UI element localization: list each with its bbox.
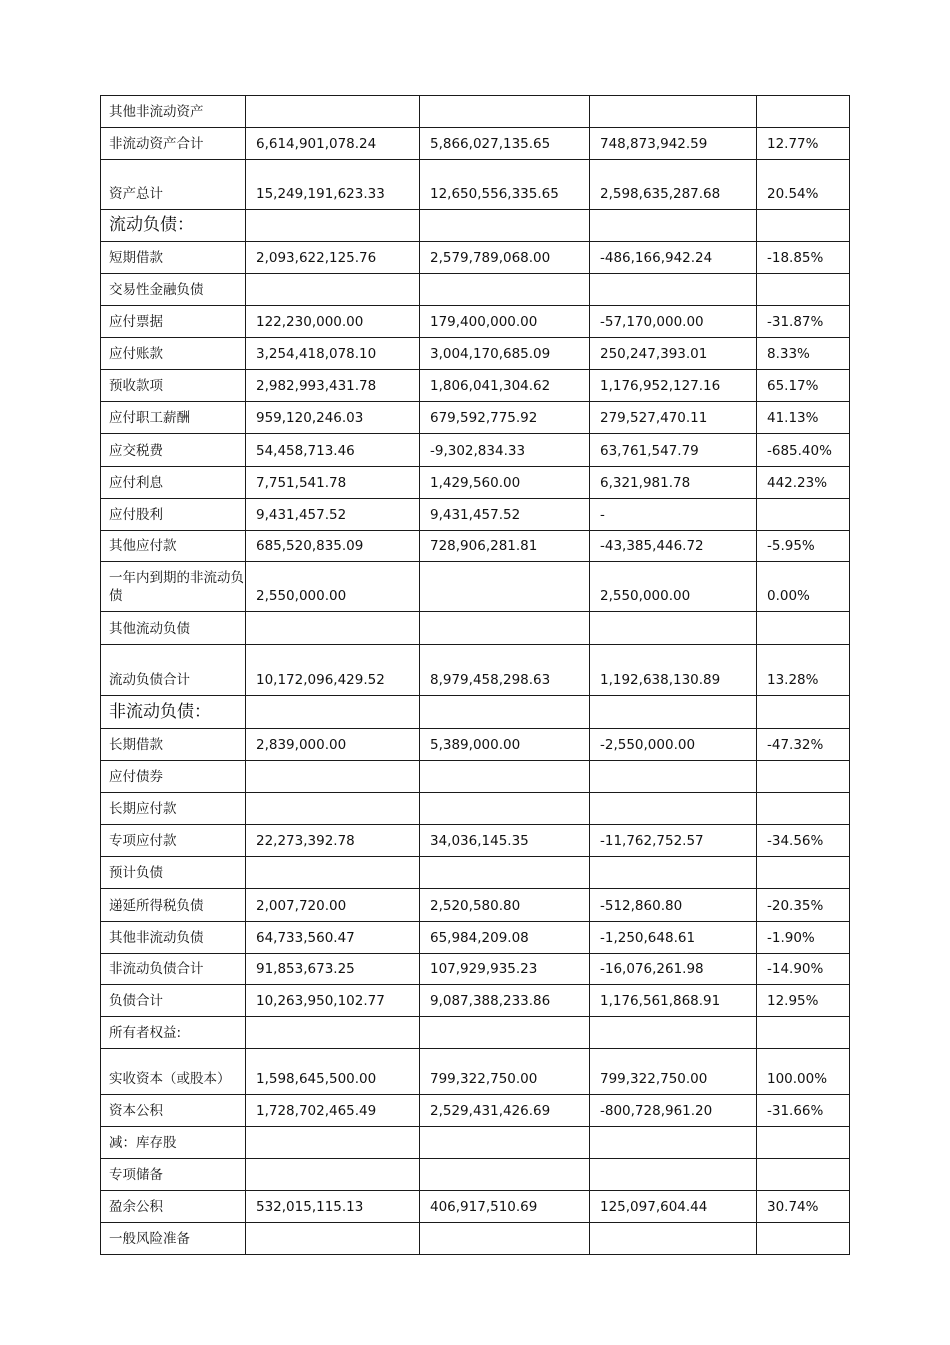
prior-period-cell — [420, 1017, 590, 1049]
prior-period-cell — [420, 612, 590, 645]
change-rate-cell: -685.40% — [757, 434, 850, 467]
current-period-cell: 10,263,950,102.77 — [246, 985, 420, 1017]
change-amount-cell — [590, 210, 757, 242]
change-rate-cell — [757, 274, 850, 306]
change-amount-cell: - — [590, 499, 757, 531]
change-rate-cell: -14.90% — [757, 954, 850, 985]
change-rate-cell: -18.85% — [757, 242, 850, 274]
row-label: 应付股利 — [101, 499, 246, 531]
row-label: 其他应付款 — [101, 531, 246, 562]
change-amount-cell: 748,873,942.59 — [590, 128, 757, 160]
prior-period-cell: 12,650,556,335.65 — [420, 160, 590, 210]
row-label: 其他非流动负债 — [101, 922, 246, 954]
section-header-row — [101, 210, 850, 242]
current-period-cell: 1,728,702,465.49 — [246, 1095, 420, 1127]
row-label: 预计负债 — [101, 857, 246, 889]
change-amount-cell: -800,728,961.20 — [590, 1095, 757, 1127]
current-period-cell — [246, 612, 420, 645]
row-label: 专项应付款 — [101, 825, 246, 857]
prior-period-cell: 1,429,560.00 — [420, 467, 590, 499]
change-amount-cell — [590, 96, 757, 128]
prior-period-cell — [420, 857, 590, 889]
change-rate-cell: -31.87% — [757, 306, 850, 338]
table-row — [101, 96, 850, 128]
table-row — [101, 922, 850, 954]
change-amount-cell — [590, 1159, 757, 1191]
current-period-cell: 1,598,645,500.00 — [246, 1049, 420, 1095]
table-row — [101, 467, 850, 499]
change-amount-cell: -2,550,000.00 — [590, 729, 757, 761]
table-row — [101, 1127, 850, 1159]
current-period-cell: 15,249,191,623.33 — [246, 160, 420, 210]
change-amount-cell: 250,247,393.01 — [590, 338, 757, 370]
change-rate-cell — [757, 612, 850, 645]
balance-sheet-body — [101, 96, 850, 1255]
change-amount-cell: 63,761,547.79 — [590, 434, 757, 467]
prior-period-cell: 406,917,510.69 — [420, 1191, 590, 1223]
row-label: 应付利息 — [101, 467, 246, 499]
current-period-cell: 532,015,115.13 — [246, 1191, 420, 1223]
change-amount-cell: 279,527,470.11 — [590, 402, 757, 434]
change-amount-cell — [590, 793, 757, 825]
change-amount-cell: 1,176,952,127.16 — [590, 370, 757, 402]
prior-period-cell: 9,431,457.52 — [420, 499, 590, 531]
row-label: 应交税费 — [101, 434, 246, 467]
prior-period-cell: 5,866,027,135.65 — [420, 128, 590, 160]
prior-period-cell: 679,592,775.92 — [420, 402, 590, 434]
prior-period-cell: -9,302,834.33 — [420, 434, 590, 467]
change-amount-cell: -1,250,648.61 — [590, 922, 757, 954]
change-amount-cell — [590, 274, 757, 306]
current-period-cell: 91,853,673.25 — [246, 954, 420, 985]
change-rate-cell: 20.54% — [757, 160, 850, 210]
row-label: 专项储备 — [101, 1159, 246, 1191]
current-period-cell — [246, 1159, 420, 1191]
row-label: 一年内到期的非流动负债 — [101, 562, 246, 612]
row-label: 负债合计 — [101, 985, 246, 1017]
current-period-cell: 10,172,096,429.52 — [246, 645, 420, 696]
change-amount-cell: 1,192,638,130.89 — [590, 645, 757, 696]
table-row — [101, 128, 850, 160]
prior-period-cell: 107,929,935.23 — [420, 954, 590, 985]
change-rate-cell: 13.28% — [757, 645, 850, 696]
row-label: 长期应付款 — [101, 793, 246, 825]
change-rate-cell — [757, 857, 850, 889]
table-row — [101, 160, 850, 210]
change-rate-cell: 12.77% — [757, 128, 850, 160]
current-period-cell: 2,982,993,431.78 — [246, 370, 420, 402]
prior-period-cell — [420, 562, 590, 612]
row-label: 预收款项 — [101, 370, 246, 402]
current-period-cell — [246, 857, 420, 889]
row-label: 长期借款 — [101, 729, 246, 761]
change-rate-cell — [757, 1017, 850, 1049]
prior-period-cell — [420, 1127, 590, 1159]
row-label: 短期借款 — [101, 242, 246, 274]
change-amount-cell: 6,321,981.78 — [590, 467, 757, 499]
current-period-cell: 2,093,622,125.76 — [246, 242, 420, 274]
row-label: 交易性金融负债 — [101, 274, 246, 306]
row-label: 应付账款 — [101, 338, 246, 370]
prior-period-cell — [420, 96, 590, 128]
row-label: 减：库存股 — [101, 1127, 246, 1159]
prior-period-cell: 2,579,789,068.00 — [420, 242, 590, 274]
current-period-cell: 3,254,418,078.10 — [246, 338, 420, 370]
change-rate-cell — [757, 761, 850, 793]
change-amount-cell: 125,097,604.44 — [590, 1191, 757, 1223]
current-period-cell: 959,120,246.03 — [246, 402, 420, 434]
current-period-cell — [246, 1017, 420, 1049]
change-amount-cell — [590, 1127, 757, 1159]
change-amount-cell: -57,170,000.00 — [590, 306, 757, 338]
table-row — [101, 857, 850, 889]
row-label: 资产总计 — [101, 160, 246, 210]
table-row — [101, 1223, 850, 1255]
change-rate-cell: -5.95% — [757, 531, 850, 562]
change-rate-cell: 442.23% — [757, 467, 850, 499]
change-rate-cell: -34.56% — [757, 825, 850, 857]
balance-sheet-table — [100, 95, 850, 1255]
table-row — [101, 1049, 850, 1095]
change-rate-cell — [757, 1223, 850, 1255]
row-label: 流动负债合计 — [101, 645, 246, 696]
current-period-cell — [246, 1127, 420, 1159]
table-row — [101, 242, 850, 274]
change-amount-cell: -486,166,942.24 — [590, 242, 757, 274]
row-label: 流动负债： — [101, 210, 246, 242]
change-rate-cell: -31.66% — [757, 1095, 850, 1127]
table-row — [101, 338, 850, 370]
table-row — [101, 370, 850, 402]
row-label: 应付债券 — [101, 761, 246, 793]
table-row — [101, 274, 850, 306]
prior-period-cell — [420, 1159, 590, 1191]
current-period-cell — [246, 96, 420, 128]
change-rate-cell: 12.95% — [757, 985, 850, 1017]
row-label: 非流动负债： — [101, 696, 246, 729]
change-rate-cell: 65.17% — [757, 370, 850, 402]
change-amount-cell: -16,076,261.98 — [590, 954, 757, 985]
table-row — [101, 954, 850, 985]
table-row — [101, 761, 850, 793]
change-amount-cell: 799,322,750.00 — [590, 1049, 757, 1095]
change-amount-cell: -512,860.80 — [590, 889, 757, 922]
current-period-cell: 64,733,560.47 — [246, 922, 420, 954]
change-amount-cell: 2,550,000.00 — [590, 562, 757, 612]
table-row — [101, 1159, 850, 1191]
row-label: 所有者权益: — [101, 1017, 246, 1049]
section-header-row — [101, 696, 850, 729]
change-rate-cell: 100.00% — [757, 1049, 850, 1095]
prior-period-cell: 2,529,431,426.69 — [420, 1095, 590, 1127]
prior-period-cell: 34,036,145.35 — [420, 825, 590, 857]
row-label: 资本公积 — [101, 1095, 246, 1127]
current-period-cell — [246, 274, 420, 306]
change-amount-cell — [590, 612, 757, 645]
prior-period-cell — [420, 793, 590, 825]
change-amount-cell — [590, 696, 757, 729]
table-row — [101, 612, 850, 645]
change-rate-cell: -20.35% — [757, 889, 850, 922]
change-amount-cell — [590, 1017, 757, 1049]
change-amount-cell — [590, 761, 757, 793]
table-row — [101, 889, 850, 922]
change-amount-cell — [590, 857, 757, 889]
current-period-cell — [246, 696, 420, 729]
change-rate-cell: 0.00% — [757, 562, 850, 612]
row-label: 应付票据 — [101, 306, 246, 338]
change-rate-cell: 41.13% — [757, 402, 850, 434]
prior-period-cell: 728,906,281.81 — [420, 531, 590, 562]
current-period-cell: 6,614,901,078.24 — [246, 128, 420, 160]
row-label: 一般风险准备 — [101, 1223, 246, 1255]
prior-period-cell: 2,520,580.80 — [420, 889, 590, 922]
row-label: 递延所得税负债 — [101, 889, 246, 922]
current-period-cell: 2,839,000.00 — [246, 729, 420, 761]
row-label: 盈余公积 — [101, 1191, 246, 1223]
current-period-cell: 54,458,713.46 — [246, 434, 420, 467]
table-row — [101, 531, 850, 562]
change-rate-cell — [757, 96, 850, 128]
change-amount-cell: 1,176,561,868.91 — [590, 985, 757, 1017]
prior-period-cell: 179,400,000.00 — [420, 306, 590, 338]
prior-period-cell: 3,004,170,685.09 — [420, 338, 590, 370]
current-period-cell: 685,520,835.09 — [246, 531, 420, 562]
prior-period-cell — [420, 274, 590, 306]
prior-period-cell: 5,389,000.00 — [420, 729, 590, 761]
current-period-cell — [246, 210, 420, 242]
prior-period-cell — [420, 761, 590, 793]
change-rate-cell — [757, 210, 850, 242]
table-row — [101, 306, 850, 338]
change-rate-cell — [757, 696, 850, 729]
change-rate-cell: -1.90% — [757, 922, 850, 954]
table-row — [101, 562, 850, 612]
current-period-cell: 7,751,541.78 — [246, 467, 420, 499]
row-label: 实收资本（或股本） — [101, 1049, 246, 1095]
current-period-cell: 9,431,457.52 — [246, 499, 420, 531]
row-label: 非流动负债合计 — [101, 954, 246, 985]
row-label: 其他非流动资产 — [101, 96, 246, 128]
table-row — [101, 434, 850, 467]
row-label: 其他流动负债 — [101, 612, 246, 645]
row-label: 非流动资产合计 — [101, 128, 246, 160]
prior-period-cell — [420, 1223, 590, 1255]
prior-period-cell: 1,806,041,304.62 — [420, 370, 590, 402]
table-row — [101, 793, 850, 825]
table-row — [101, 729, 850, 761]
current-period-cell: 22,273,392.78 — [246, 825, 420, 857]
prior-period-cell — [420, 210, 590, 242]
table-row — [101, 402, 850, 434]
table-row — [101, 1191, 850, 1223]
prior-period-cell: 9,087,388,233.86 — [420, 985, 590, 1017]
table-row — [101, 985, 850, 1017]
current-period-cell: 2,007,720.00 — [246, 889, 420, 922]
change-rate-cell — [757, 793, 850, 825]
prior-period-cell: 8,979,458,298.63 — [420, 645, 590, 696]
row-label: 应付职工薪酬 — [101, 402, 246, 434]
change-rate-cell: -47.32% — [757, 729, 850, 761]
change-rate-cell: 8.33% — [757, 338, 850, 370]
table-row — [101, 499, 850, 531]
prior-period-cell: 65,984,209.08 — [420, 922, 590, 954]
table-row — [101, 1095, 850, 1127]
change-amount-cell: 2,598,635,287.68 — [590, 160, 757, 210]
change-rate-cell — [757, 1127, 850, 1159]
current-period-cell — [246, 761, 420, 793]
change-amount-cell — [590, 1223, 757, 1255]
change-rate-cell — [757, 1159, 850, 1191]
change-amount-cell: -11,762,752.57 — [590, 825, 757, 857]
prior-period-cell: 799,322,750.00 — [420, 1049, 590, 1095]
current-period-cell — [246, 793, 420, 825]
table-row — [101, 825, 850, 857]
table-row — [101, 645, 850, 696]
change-amount-cell: -43,385,446.72 — [590, 531, 757, 562]
change-rate-cell — [757, 499, 850, 531]
prior-period-cell — [420, 696, 590, 729]
current-period-cell: 2,550,000.00 — [246, 562, 420, 612]
change-rate-cell: 30.74% — [757, 1191, 850, 1223]
current-period-cell — [246, 1223, 420, 1255]
current-period-cell: 122,230,000.00 — [246, 306, 420, 338]
table-row — [101, 1017, 850, 1049]
